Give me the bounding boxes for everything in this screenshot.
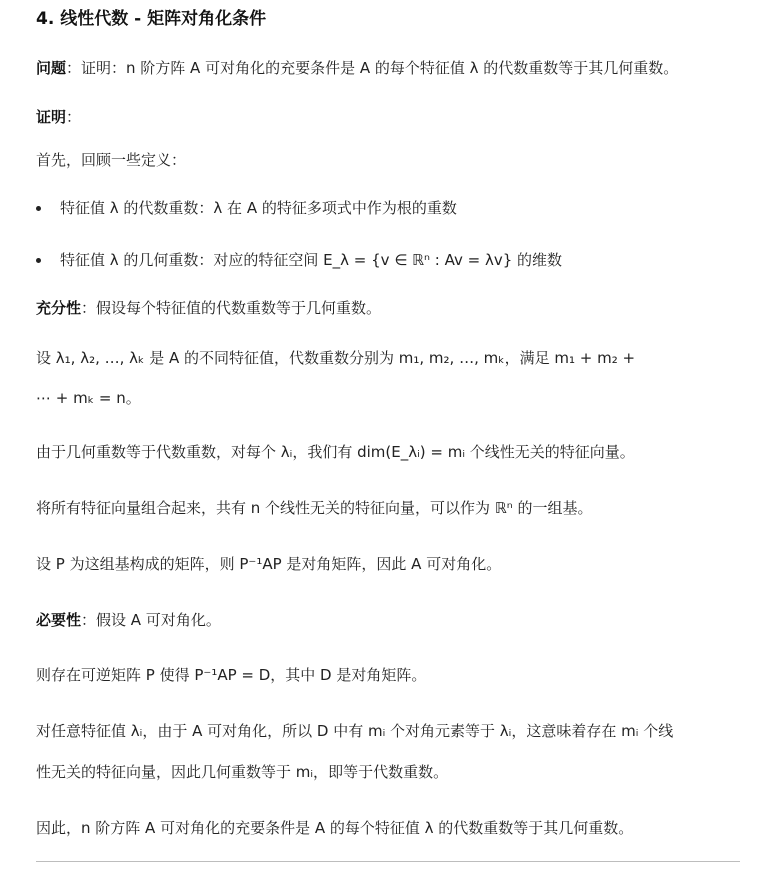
definition-algebraic-multiplicity: 特征值 λ 的代数重数：λ 在 A 的特征多项式中作为根的重数	[60, 199, 457, 217]
necessity-label: 必要性	[36, 611, 82, 629]
proof-colon: ：	[66, 108, 82, 126]
divider-line	[36, 861, 740, 862]
bullet-dot-2	[36, 258, 41, 263]
intro-text: 首先，回顾一些定义：	[36, 151, 187, 169]
problem-label: 问题	[36, 59, 67, 77]
bullet-dot-1	[36, 206, 41, 211]
problem-text: ：证明：n 阶方阵 A 可对角化的充要条件是 A 的每个特征值 λ 的代数重数等于其几何重数。	[66, 59, 679, 77]
invertible-matrix-text: 则存在可逆矩阵 P 使得 P⁻¹AP = D，其中 D 是对角矩阵。	[36, 666, 427, 684]
multiplicity-equality-text: 由于几何重数等于代数重数，对每个 λᵢ，我们有 dim(E_λᵢ) = mᵢ 个线性无关的特征向量。	[36, 443, 635, 461]
sufficiency-text: ：假设每个特征值的代数重数等于几何重数。	[81, 299, 382, 317]
diagonal-elements-line-2: 性无关的特征向量，因此几何重数等于 mᵢ，即等于代数重数。	[36, 763, 449, 781]
problem-statement	[36, 57, 678, 79]
eigenvalues-line-1: 设 λ₁, λ₂, …, λₖ 是 A 的不同特征值，代数重数分别为 m₁, m₂, …, mₖ，满足 m₁ + m₂ +	[36, 349, 636, 367]
diagonal-elements-line-1: 对任意特征值 λᵢ，由于 A 可对角化，所以 D 中有 mᵢ 个对角元素等于 λᵢ，这意味着存在 mᵢ 个线	[36, 722, 674, 740]
basis-text: 将所有特征向量组合起来，共有 n 个线性无关的特征向量，可以作为 ℝⁿ 的一组基。	[36, 499, 593, 517]
proof-label: 证明	[36, 108, 67, 126]
necessity-text: ：假设 A 可对角化。	[81, 611, 221, 629]
sufficiency-statement	[36, 297, 381, 319]
sufficiency-label: 充分性	[36, 299, 82, 317]
section-heading: 4. 线性代数 - 矩阵对角化条件	[36, 9, 267, 29]
eigenvalues-line-2: ⋯ + mₖ = n。	[36, 389, 141, 407]
proof-heading	[36, 106, 81, 128]
conclusion-text: 因此，n 阶方阵 A 可对角化的充要条件是 A 的每个特征值 λ 的代数重数等于其几何重数。	[36, 819, 634, 837]
diagonal-matrix-text: 设 P 为这组基构成的矩阵，则 P⁻¹AP 是对角矩阵，因此 A 可对角化。	[36, 555, 502, 573]
necessity-statement	[36, 609, 221, 631]
definition-geometric-multiplicity: 特征值 λ 的几何重数：对应的特征空间 E_λ = {v ∈ ℝⁿ : Av = λv} 的维数	[60, 251, 563, 269]
